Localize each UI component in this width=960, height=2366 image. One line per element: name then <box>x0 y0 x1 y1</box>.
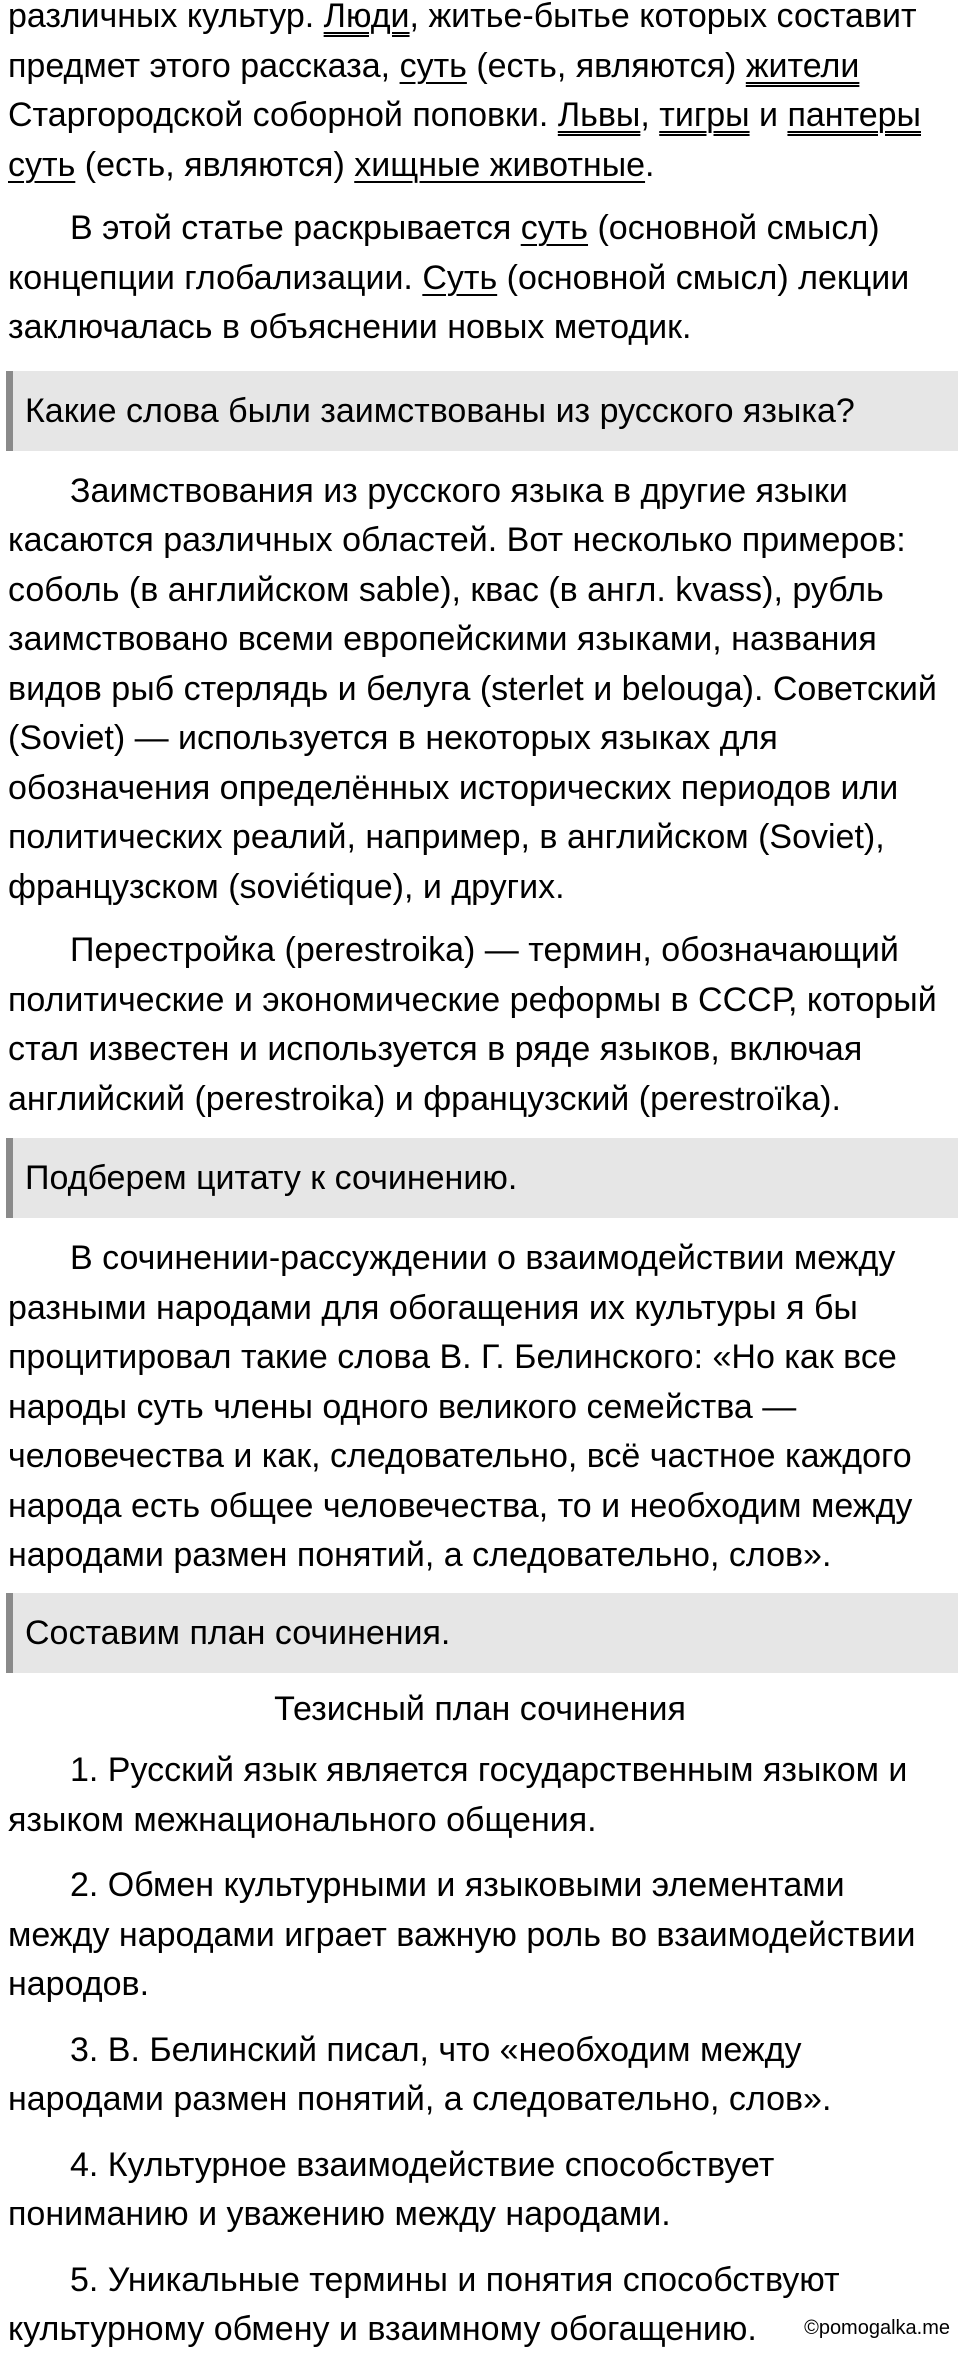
plan-title: Тезисный план сочинения <box>274 1689 686 1728</box>
underlined-word-sut: суть <box>520 209 589 247</box>
underlined-word-sut-capital: Суть <box>422 258 498 297</box>
intro-line-4 <box>8 141 952 191</box>
text-fragment: , житье-бытье которых составит <box>409 0 917 35</box>
underlined-word-panthers: пантеры <box>787 96 921 134</box>
text-fragment: (основной смысл) концепции глобализации. <box>8 209 880 297</box>
underlined-word-sut: суть <box>399 46 467 85</box>
paragraph-sut-meaning <box>8 204 952 353</box>
paragraph-borrowed-words: Заимствования из русского языка в другие языки касаются различных областей. Вот несколько примеров: соболь (в английском sable), квас (в англ. kvass), рубль заимствовано всеми европейскими языками, названия видов рыб стерлядь и белуга (sterlet и belouga). Советский (Soviet) — используется в некоторых языках для обозначения определённых исторических периодов или политических реалий, например, в английском (Soviet), французском (soviétique), и других. <box>8 471 937 906</box>
text-fragment: различных культур. <box>8 0 324 35</box>
underlined-phrase-predators: хищные животные <box>354 145 646 184</box>
intro-line-1 <box>8 0 952 42</box>
text-fragment: и <box>749 96 788 134</box>
plan-item: 5. Уникальные термины и понятия способствуют культурному обмену и взаимному обогащению. <box>8 2260 840 2348</box>
intro-paragraph <box>8 0 952 190</box>
plan-item: 4. Культурное взаимодействие способствует пониманию и уважению между народами. <box>8 2145 775 2233</box>
paragraph-perestroika: Перестройка (perestroika) — термин, обозначающий политические и экономические реформы в СССР, который стал известен и используется в ряде языков, включая английский (perestroika) и французский (perestroïka). <box>8 931 937 1118</box>
text-fragment: (основной смысл) лекции заключалась в объяснении новых методик. <box>8 258 910 346</box>
underlined-word-lions: Львы <box>557 96 641 134</box>
watermark: ©pomogalka.me <box>804 2317 950 2339</box>
plan-item: 1. Русский язык является государственным языком и языком межнационального общения. <box>8 1751 908 1839</box>
underlined-word-residents: жители <box>745 46 860 85</box>
intro-line-2 <box>8 42 952 92</box>
text-fragment: В этой статье раскрывается <box>70 209 521 247</box>
underlined-word-people: Люди <box>323 0 410 35</box>
section-heading-quote: Подберем цитату к сочинению. <box>6 1138 958 1218</box>
plan-item: 2. Обмен культурными и языковыми элементами между народами играет важную роль во взаимодействии народов. <box>8 1866 916 2003</box>
plan-item: 3. В. Белинский писал, что «необходим между народами размен понятий, а следовательно, слов». <box>8 2030 832 2118</box>
text-fragment: Старгородской соборной поповки. <box>8 96 558 134</box>
document-page <box>8 0 952 2355</box>
intro-line-3 <box>8 91 952 141</box>
text-fragment: (есть, являются) <box>75 145 355 184</box>
section-heading-borrowed-words: Какие слова были заимствованы из русского языка? <box>6 371 958 451</box>
text-fragment: , <box>640 96 660 134</box>
text-fragment: . <box>645 145 655 184</box>
plan-list <box>8 1746 952 2355</box>
underlined-word-sut: суть <box>8 145 76 184</box>
underlined-word-tigers: тигры <box>659 96 750 134</box>
paragraph-quote: В сочинении-рассуждении о взаимодействии между разными народами для обогащения их культуры я бы процитировал такие слова В. Г. Белинского: «Но как все народы суть члены одного великого семейства — человечества и как, следовательно, всё частное каждого народа есть общее человечества, то и необходим между народами размен понятий, а следовательно, слов». <box>8 1239 913 1574</box>
text-fragment: предмет этого рассказа, <box>8 46 400 85</box>
text-fragment: (есть, являются) <box>466 46 746 85</box>
section-heading-plan: Составим план сочинения. <box>6 1593 958 1673</box>
